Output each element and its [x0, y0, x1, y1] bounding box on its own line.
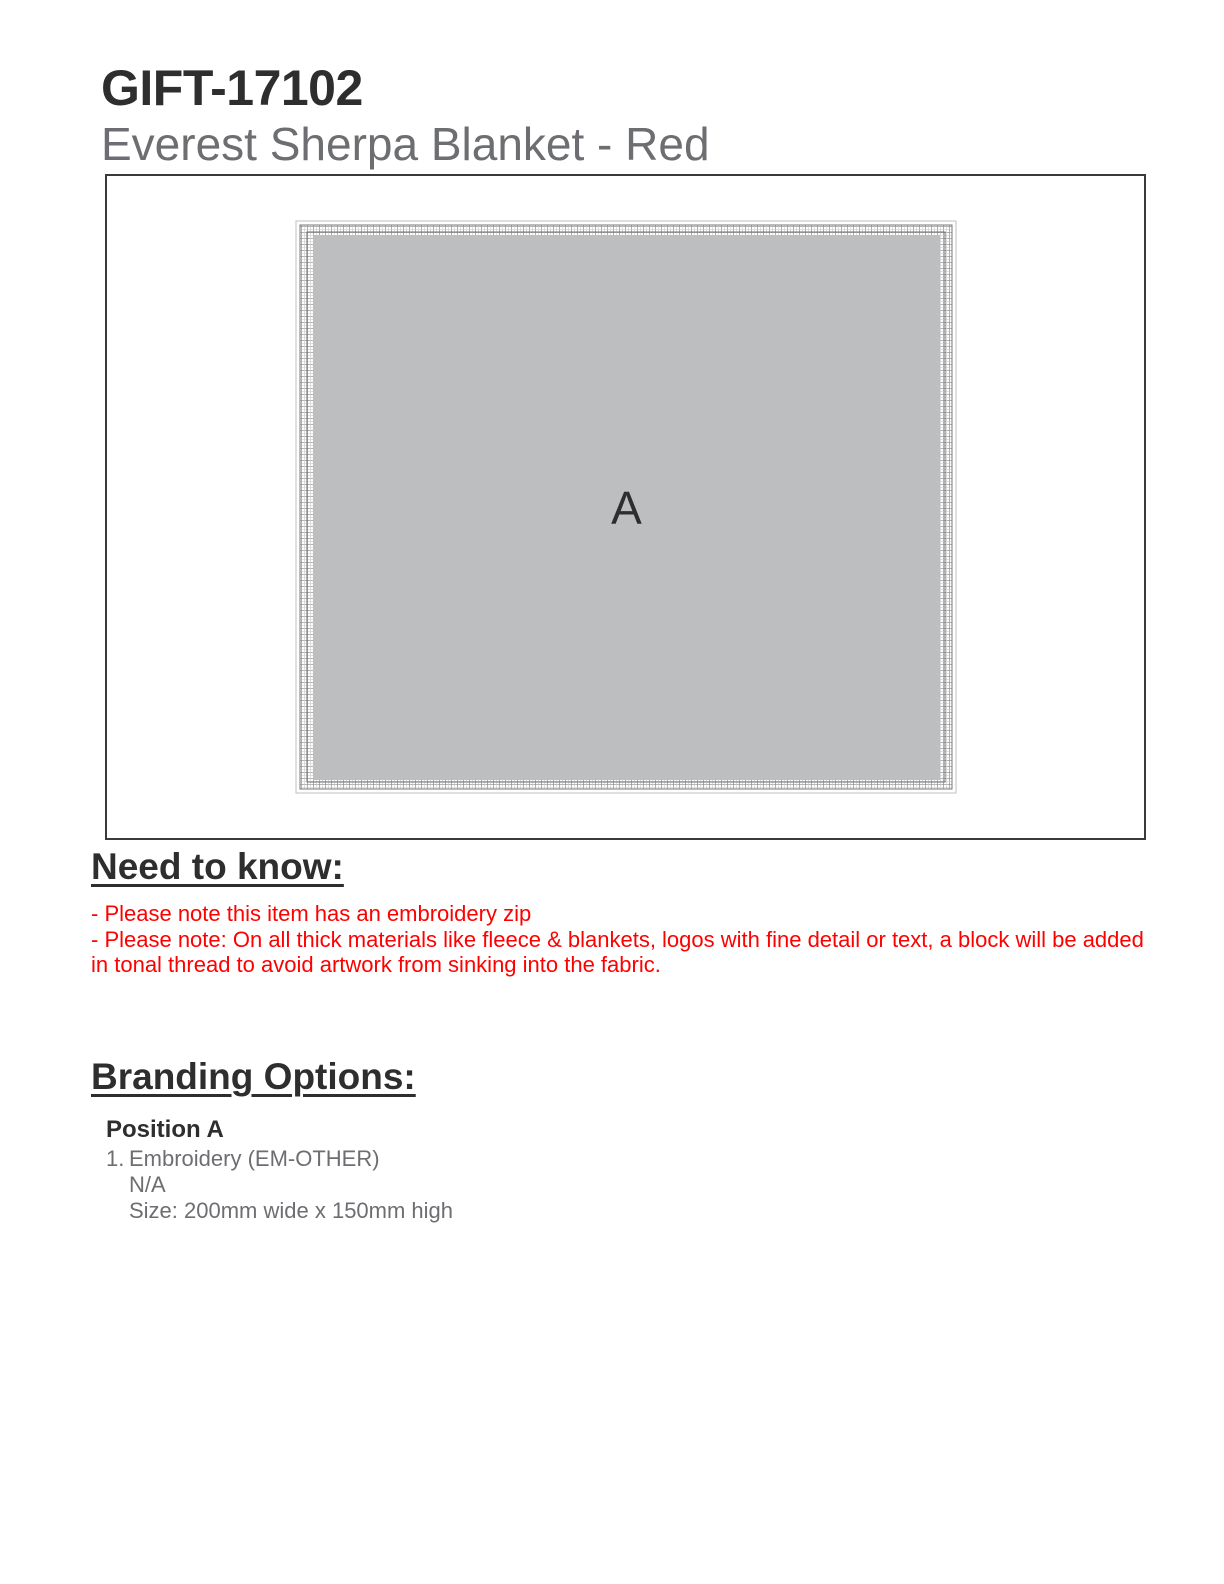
option-details — [129, 1146, 453, 1224]
product-preview-frame — [105, 174, 1146, 840]
option-number: 1. — [106, 1146, 125, 1171]
position-label-a: A — [611, 482, 642, 534]
position-a-options — [106, 1146, 453, 1224]
need-to-know-heading: Need to know: — [91, 846, 344, 887]
note-item: - Please note this item has an embroidery zip — [91, 901, 532, 926]
branding-option-item — [106, 1146, 453, 1224]
position-a-title: Position A — [106, 1116, 224, 1143]
note-item: - Please note: On all thick materials like fleece & blankets, logos with fine detail or text, a block will be added in tonal thread to avoid artwork from sinking into the fabric. — [91, 926, 1144, 977]
branding-options-heading: Branding Options: — [91, 1056, 416, 1097]
product-name: Everest Sherpa Blanket - Red — [101, 118, 710, 170]
need-to-know-notes — [91, 901, 1151, 978]
option-detail: N/A — [129, 1172, 166, 1197]
option-method: Embroidery (EM-OTHER) — [129, 1146, 380, 1171]
product-code: GIFT-17102 — [101, 60, 363, 116]
blanket-illustration — [295, 220, 957, 794]
option-size: Size: 200mm wide x 150mm high — [129, 1198, 454, 1223]
